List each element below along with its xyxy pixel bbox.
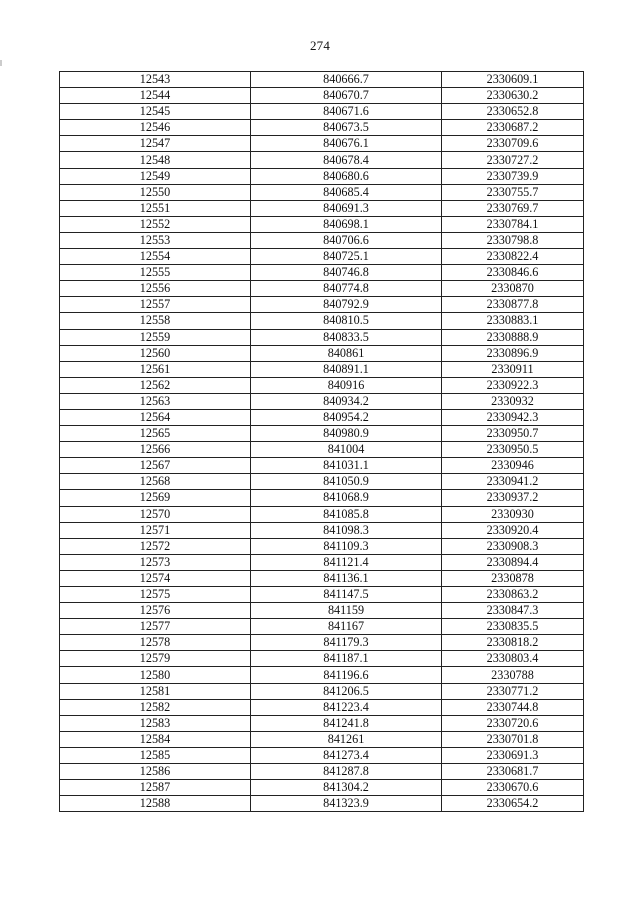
y-coordinate-cell: 2330822.4: [442, 249, 584, 265]
y-coordinate-cell: 2330755.7: [442, 184, 584, 200]
point-number-cell: 12586: [60, 764, 251, 780]
point-number-cell: 12555: [60, 265, 251, 281]
point-number-cell: 12560: [60, 345, 251, 361]
point-number-cell: 12554: [60, 249, 251, 265]
x-coordinate-cell: 840691.3: [251, 200, 442, 216]
point-number-cell: 12578: [60, 635, 251, 651]
y-coordinate-cell: 2330911: [442, 361, 584, 377]
x-coordinate-cell: 840685.4: [251, 184, 442, 200]
y-coordinate-cell: 2330870: [442, 281, 584, 297]
y-coordinate-cell: 2330863.2: [442, 587, 584, 603]
table-row: [60, 667, 584, 683]
table-row: [60, 377, 584, 393]
point-number-cell: 12579: [60, 651, 251, 667]
y-coordinate-cell: 2330681.7: [442, 764, 584, 780]
x-coordinate-cell: 840706.6: [251, 232, 442, 248]
x-coordinate-cell: 841031.1: [251, 458, 442, 474]
table-row: [60, 152, 584, 168]
y-coordinate-cell: 2330835.5: [442, 619, 584, 635]
table-row: [60, 393, 584, 409]
x-coordinate-cell: 840774.8: [251, 281, 442, 297]
x-coordinate-cell: 841179.3: [251, 635, 442, 651]
table-row: [60, 184, 584, 200]
point-number-cell: 12551: [60, 200, 251, 216]
table-row: [60, 490, 584, 506]
point-number-cell: 12548: [60, 152, 251, 168]
point-number-cell: 12553: [60, 232, 251, 248]
y-coordinate-cell: 2330932: [442, 393, 584, 409]
point-number-cell: 12570: [60, 506, 251, 522]
x-coordinate-cell: 841261: [251, 731, 442, 747]
point-number-cell: 12581: [60, 683, 251, 699]
x-coordinate-cell: 841109.3: [251, 538, 442, 554]
x-coordinate-cell: 840671.6: [251, 104, 442, 120]
table-row: [60, 764, 584, 780]
point-number-cell: 12582: [60, 699, 251, 715]
x-coordinate-cell: 841121.4: [251, 554, 442, 570]
y-coordinate-cell: 2330847.3: [442, 603, 584, 619]
point-number-cell: 12575: [60, 587, 251, 603]
x-coordinate-cell: 841136.1: [251, 570, 442, 586]
y-coordinate-cell: 2330769.7: [442, 200, 584, 216]
point-number-cell: 12583: [60, 715, 251, 731]
table-row: [60, 72, 584, 88]
table-row: [60, 297, 584, 313]
y-coordinate-cell: 2330941.2: [442, 474, 584, 490]
y-coordinate-cell: 2330670.6: [442, 780, 584, 796]
x-coordinate-cell: 841098.3: [251, 522, 442, 538]
point-number-cell: 12573: [60, 554, 251, 570]
y-coordinate-cell: 2330720.6: [442, 715, 584, 731]
point-number-cell: 12576: [60, 603, 251, 619]
table-row: [60, 603, 584, 619]
table-row: [60, 731, 584, 747]
x-coordinate-cell: 841085.8: [251, 506, 442, 522]
table-row: [60, 345, 584, 361]
table-row: [60, 587, 584, 603]
point-number-cell: 12544: [60, 88, 251, 104]
point-number-cell: 12568: [60, 474, 251, 490]
y-coordinate-cell: 2330701.8: [442, 731, 584, 747]
y-coordinate-cell: 2330894.4: [442, 554, 584, 570]
x-coordinate-cell: 840980.9: [251, 426, 442, 442]
x-coordinate-cell: 840698.1: [251, 216, 442, 232]
y-coordinate-cell: 2330937.2: [442, 490, 584, 506]
point-number-cell: 12588: [60, 796, 251, 812]
coordinate-table: [59, 71, 584, 812]
y-coordinate-cell: 2330942.3: [442, 409, 584, 425]
point-number-cell: 12587: [60, 780, 251, 796]
y-coordinate-cell: 2330744.8: [442, 699, 584, 715]
point-number-cell: 12585: [60, 747, 251, 763]
x-coordinate-cell: 841187.1: [251, 651, 442, 667]
x-coordinate-cell: 841206.5: [251, 683, 442, 699]
y-coordinate-cell: 2330908.3: [442, 538, 584, 554]
table-row: [60, 570, 584, 586]
point-number-cell: 12545: [60, 104, 251, 120]
point-number-cell: 12547: [60, 136, 251, 152]
x-coordinate-cell: 841223.4: [251, 699, 442, 715]
table-row: [60, 200, 584, 216]
y-coordinate-cell: 2330888.9: [442, 329, 584, 345]
x-coordinate-cell: 840673.5: [251, 120, 442, 136]
x-coordinate-cell: 841241.8: [251, 715, 442, 731]
point-number-cell: 12543: [60, 72, 251, 88]
x-coordinate-cell: 841167: [251, 619, 442, 635]
table-row: [60, 281, 584, 297]
y-coordinate-cell: 2330784.1: [442, 216, 584, 232]
table-row: [60, 747, 584, 763]
x-coordinate-cell: 840676.1: [251, 136, 442, 152]
table-row: [60, 216, 584, 232]
point-number-cell: 12569: [60, 490, 251, 506]
y-coordinate-cell: 2330950.5: [442, 442, 584, 458]
point-number-cell: 12584: [60, 731, 251, 747]
x-coordinate-cell: 840680.6: [251, 168, 442, 184]
point-number-cell: 12564: [60, 409, 251, 425]
table-row: [60, 88, 584, 104]
x-coordinate-cell: 840666.7: [251, 72, 442, 88]
x-coordinate-cell: 841196.6: [251, 667, 442, 683]
point-number-cell: 12571: [60, 522, 251, 538]
y-coordinate-cell: 2330771.2: [442, 683, 584, 699]
y-coordinate-cell: 2330877.8: [442, 297, 584, 313]
table-row: [60, 232, 584, 248]
x-coordinate-cell: 840810.5: [251, 313, 442, 329]
table-row: [60, 619, 584, 635]
table-row: [60, 329, 584, 345]
point-number-cell: 12550: [60, 184, 251, 200]
y-coordinate-cell: 2330883.1: [442, 313, 584, 329]
table-row: [60, 104, 584, 120]
point-number-cell: 12574: [60, 570, 251, 586]
x-coordinate-cell: 840670.7: [251, 88, 442, 104]
table-row: [60, 458, 584, 474]
y-coordinate-cell: 2330739.9: [442, 168, 584, 184]
table-row: [60, 635, 584, 651]
y-coordinate-cell: 2330920.4: [442, 522, 584, 538]
y-coordinate-cell: 2330930: [442, 506, 584, 522]
point-number-cell: 12557: [60, 297, 251, 313]
table-row: [60, 715, 584, 731]
point-number-cell: 12552: [60, 216, 251, 232]
point-number-cell: 12546: [60, 120, 251, 136]
table-row: [60, 699, 584, 715]
table-row: [60, 265, 584, 281]
y-coordinate-cell: 2330878: [442, 570, 584, 586]
x-coordinate-cell: 841304.2: [251, 780, 442, 796]
y-coordinate-cell: 2330896.9: [442, 345, 584, 361]
y-coordinate-cell: 2330609.1: [442, 72, 584, 88]
point-number-cell: 12572: [60, 538, 251, 554]
x-coordinate-cell: 840833.5: [251, 329, 442, 345]
y-coordinate-cell: 2330846.6: [442, 265, 584, 281]
point-number-cell: 12567: [60, 458, 251, 474]
y-coordinate-cell: 2330727.2: [442, 152, 584, 168]
x-coordinate-cell: 840916: [251, 377, 442, 393]
y-coordinate-cell: 2330798.8: [442, 232, 584, 248]
x-coordinate-cell: 841147.5: [251, 587, 442, 603]
table-row: [60, 683, 584, 699]
x-coordinate-cell: 840891.1: [251, 361, 442, 377]
x-coordinate-cell: 840746.8: [251, 265, 442, 281]
y-coordinate-cell: 2330709.6: [442, 136, 584, 152]
table-row: [60, 651, 584, 667]
coordinate-table-body: [60, 72, 584, 812]
y-coordinate-cell: 2330654.2: [442, 796, 584, 812]
point-number-cell: 12559: [60, 329, 251, 345]
table-row: [60, 313, 584, 329]
x-coordinate-cell: 840861: [251, 345, 442, 361]
x-coordinate-cell: 840792.9: [251, 297, 442, 313]
y-coordinate-cell: 2330630.2: [442, 88, 584, 104]
point-number-cell: 12561: [60, 361, 251, 377]
y-coordinate-cell: 2330946: [442, 458, 584, 474]
table-row: [60, 506, 584, 522]
point-number-cell: 12558: [60, 313, 251, 329]
y-coordinate-cell: 2330652.8: [442, 104, 584, 120]
point-number-cell: 12566: [60, 442, 251, 458]
x-coordinate-cell: 841273.4: [251, 747, 442, 763]
point-number-cell: 12577: [60, 619, 251, 635]
x-coordinate-cell: 840725.1: [251, 249, 442, 265]
y-coordinate-cell: 2330950.7: [442, 426, 584, 442]
scan-edge-mark: [0, 60, 2, 66]
point-number-cell: 12562: [60, 377, 251, 393]
x-coordinate-cell: 840954.2: [251, 409, 442, 425]
table-row: [60, 522, 584, 538]
table-row: [60, 249, 584, 265]
x-coordinate-cell: 841323.9: [251, 796, 442, 812]
x-coordinate-cell: 841068.9: [251, 490, 442, 506]
table-row: [60, 120, 584, 136]
point-number-cell: 12556: [60, 281, 251, 297]
table-row: [60, 474, 584, 490]
x-coordinate-cell: 841159: [251, 603, 442, 619]
point-number-cell: 12549: [60, 168, 251, 184]
table-row: [60, 442, 584, 458]
point-number-cell: 12580: [60, 667, 251, 683]
y-coordinate-cell: 2330803.4: [442, 651, 584, 667]
table-row: [60, 168, 584, 184]
table-row: [60, 796, 584, 812]
x-coordinate-cell: 840678.4: [251, 152, 442, 168]
table-row: [60, 426, 584, 442]
x-coordinate-cell: 841004: [251, 442, 442, 458]
point-number-cell: 12563: [60, 393, 251, 409]
table-row: [60, 780, 584, 796]
y-coordinate-cell: 2330691.3: [442, 747, 584, 763]
y-coordinate-cell: 2330687.2: [442, 120, 584, 136]
table-row: [60, 409, 584, 425]
page-number: 274: [309, 38, 331, 53]
x-coordinate-cell: 841287.8: [251, 764, 442, 780]
table-row: [60, 136, 584, 152]
table-row: [60, 538, 584, 554]
x-coordinate-cell: 840934.2: [251, 393, 442, 409]
point-number-cell: 12565: [60, 426, 251, 442]
y-coordinate-cell: 2330788: [442, 667, 584, 683]
y-coordinate-cell: 2330922.3: [442, 377, 584, 393]
x-coordinate-cell: 841050.9: [251, 474, 442, 490]
table-row: [60, 361, 584, 377]
table-row: [60, 554, 584, 570]
y-coordinate-cell: 2330818.2: [442, 635, 584, 651]
